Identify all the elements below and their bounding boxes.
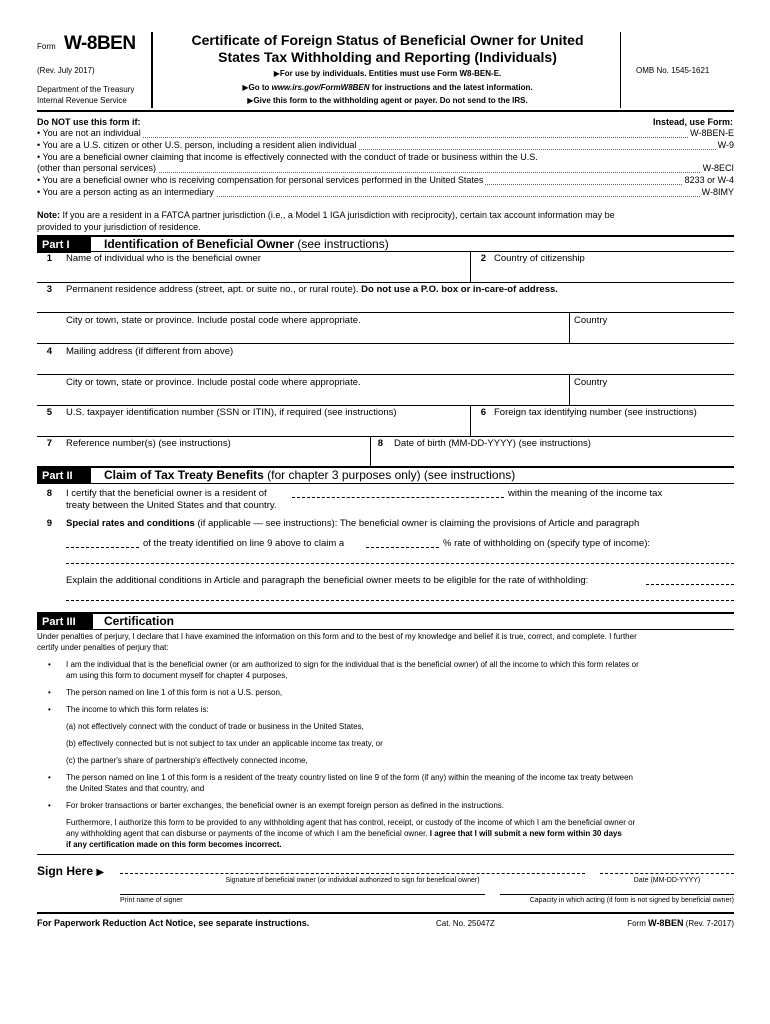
form-title [165, 32, 610, 66]
reference-number-input[interactable] [66, 451, 361, 465]
sub-item-c: (c) the partner's share of partnership's effectively connected income, [66, 756, 308, 765]
city-label: City or town, state or province. Include postal code where appropriate. [66, 315, 361, 326]
bullet-1-line-1: I am the individual that is the beneficial owner (or am authorized to sign for the individual that is the beneficial owner) of all the income to which this form relates or [66, 660, 639, 669]
line-5-6-divider [470, 405, 471, 436]
mailing-country-label: Country [574, 377, 608, 388]
income-type-input[interactable] [66, 552, 734, 564]
treaty-residence-text-3: treaty between the United States and that country. [66, 500, 277, 511]
line-8-label: Date of birth (MM-DD-YYYY) (see instructions) [394, 438, 591, 449]
form-title-line-2: States Tax Withholding and Reporting (Individuals) [218, 49, 557, 65]
footer-form-id [560, 918, 734, 928]
sign-here-text: Sign Here [37, 864, 94, 878]
bullet-2-dot: • [48, 688, 51, 697]
signature-input[interactable] [120, 861, 585, 874]
instruction-2 [165, 83, 610, 92]
header-divider-left [151, 32, 153, 108]
part2-title-rest: (for chapter 3 purposes only) (see instructions) [263, 468, 516, 482]
date-of-birth-input[interactable] [394, 451, 729, 465]
part3-title: Certification [104, 614, 175, 628]
signature-date-input[interactable] [600, 861, 734, 874]
bullet-5-text: For broker transactions or barter exchanges, the beneficial owner is an exempt foreign person as defined in the instructions. [66, 801, 505, 810]
line-2-number: 2 [480, 253, 486, 264]
note-text: If you are a resident in a FATCA partner jurisdiction (i.e., a Model 1 IGA jurisdiction with reciprocity), certain tax account information may be [60, 210, 615, 220]
footer-form-rev: (Rev. 7-2017) [683, 919, 734, 928]
special-rates-text [66, 518, 639, 529]
bullet-3-dot: • [48, 705, 51, 714]
line-5-bottom-rule [37, 436, 734, 437]
part1-title-bold: Identification of Beneficial Owner [104, 237, 295, 251]
alternate-form-name: W-8IMY [701, 187, 734, 197]
article-paragraph-input[interactable] [66, 536, 139, 548]
bullet-1-dot: • [48, 660, 51, 669]
line-9-number: 9 [46, 518, 52, 529]
line-7-label: Reference number(s) (see instructions) [66, 438, 231, 449]
line-4-rule [37, 374, 734, 375]
line-2-bottom-rule [37, 282, 734, 283]
department-line-2: Internal Revenue Service [37, 96, 127, 105]
bullet-1-text [66, 659, 731, 681]
line-3-label [66, 284, 558, 295]
mailing-address-input[interactable] [66, 359, 726, 373]
mailing-country-input[interactable] [574, 390, 729, 404]
footer-rule [37, 912, 734, 914]
part2-label: Part II [37, 468, 91, 484]
authorization-line-2: any withholding agent that can disburse or payments of the income of which I am the beneficial owner. [66, 829, 428, 838]
line-3-text: Permanent residence address (street, apt. or suite no., or rural route). [66, 284, 359, 295]
city-country-divider [569, 312, 570, 343]
mailing-city-label: City or town, state or province. Include postal code where appropriate. [66, 377, 361, 388]
date-caption: Date (MM-DD-YYYY) [633, 877, 701, 884]
bullet-4-dot: • [48, 773, 51, 782]
explain-conditions-input[interactable] [646, 573, 734, 585]
part2-title [104, 468, 515, 482]
alternate-form-name: W-8ECI [702, 163, 734, 173]
foreign-tin-input[interactable] [494, 420, 729, 434]
bullet-4-line-2: the United States and that country, and [66, 784, 205, 793]
note-label: Note: [37, 210, 60, 220]
do-not-use-item-text: (other than personal services) [37, 163, 157, 173]
capacity-caption: Capacity in which acting (if form is not signed by beneficial owner) [529, 897, 734, 904]
form-prefix: Form [37, 42, 56, 51]
explain-conditions-text: Explain the additional conditions in Article and paragraph the beneficial owner meets to be eligible for the rate of withholding: [66, 575, 589, 586]
part3-header-rule [37, 629, 734, 630]
withholding-rate-input[interactable] [366, 536, 439, 548]
instruction-2-prefix: ▶Go to [242, 83, 272, 92]
line-4-number: 4 [46, 346, 52, 357]
part1-label: Part I [37, 237, 91, 253]
bullet-4-line-1: The person named on line 1 of this form is a resident of the treaty country listed on line 9 of the form (if any) within the meaning of the income tax treaty between [66, 773, 633, 782]
permanent-country-input[interactable] [574, 328, 729, 342]
city-row-bottom-rule [37, 343, 734, 344]
note-text-2: provided to your jurisdiction of residence. [37, 222, 201, 232]
instruction-3: ▶Give this form to the withholding agent or payer. Do not send to the IRS. [247, 96, 528, 105]
part2-header-rule [37, 483, 734, 484]
certification-intro [37, 631, 737, 653]
country-label: Country [574, 315, 608, 326]
instead-use-heading: Instead, use Form: [652, 117, 733, 127]
revision-date: (Rev. July 2017) [37, 66, 95, 75]
instruction-1: ▶For use by individuals. Entities must use Form W8-BEN-E. [273, 69, 502, 78]
signature-caption: Signature of beneficial owner (or individual authorized to sign for beneficial owner) [225, 877, 480, 884]
do-not-use-item-text: • You are a beneficial owner who is receiving compensation for personal services performed in the United States [37, 175, 484, 185]
sign-top-rule [37, 854, 734, 855]
print-name-input[interactable] [120, 882, 485, 895]
do-not-use-item-text: • You are not an individual [37, 128, 141, 138]
line-5-number: 5 [46, 407, 52, 418]
do-not-use-item-text: • You are a U.S. citizen or other U.S. person, including a resident alien individual [37, 140, 357, 150]
line-6-label: Foreign tax identifying number (see instructions) [494, 407, 697, 418]
authorization-line-2-bold: I agree that I will submit a new form within 30 days [427, 829, 622, 838]
sub-item-a: (a) not effectively connect with the conduct of trade or business in the United States, [66, 722, 364, 731]
print-name-caption: Print name of signer [120, 897, 183, 904]
line-1-2-divider [470, 251, 471, 282]
special-rates-rest: (if applicable — see instructions): The beneficial owner is claiming the provisions of Article and paragraph [194, 518, 640, 529]
alternate-form-name: W-9 [717, 140, 734, 150]
treaty-country-input[interactable] [292, 486, 504, 498]
paperwork-notice: For Paperwork Reduction Act Notice, see separate instructions. [37, 918, 310, 928]
footer-form-prefix: Form [627, 919, 649, 928]
authorization-line-1: Furthermore, I authorize this form to be provided to any withholding agent that has control, receipt, or custody of the income of which I am the beneficial owner or [66, 818, 636, 827]
us-tin-input[interactable] [66, 420, 461, 434]
treaty-residence-text-2: within the meaning of the income tax [508, 488, 663, 499]
sub-item-b: (b) effectively connected but is not subject to tax under an applicable income tax treaty, or [66, 739, 383, 748]
bullet-5-dot: • [48, 801, 51, 810]
sign-here-label [37, 864, 104, 878]
line-8-number: 8 [377, 438, 383, 449]
catalog-number: Cat. No. 25047Z [436, 919, 495, 928]
do-not-use-heading: Do NOT use this form if: [37, 117, 141, 127]
header-rule [37, 110, 734, 112]
line-4-label: Mailing address (if different from above) [66, 346, 234, 357]
line-2-label: Country of citizenship [494, 253, 585, 264]
omb-number: OMB No. 1545-1621 [636, 66, 710, 75]
part2-title-bold: Claim of Tax Treaty Benefits [104, 468, 264, 482]
part1-title [104, 237, 389, 251]
certification-intro-2: certify under penalties of perjury that: [37, 643, 169, 652]
capacity-input[interactable] [500, 882, 734, 895]
do-not-use-item-text: • You are a person acting as an intermediary [37, 187, 214, 197]
footer-form-number: W-8BEN [648, 918, 684, 928]
explain-conditions-input-2[interactable] [66, 589, 734, 601]
authorization-line-3: if any certification made on this form becomes incorrect. [66, 840, 282, 849]
dotted-leader [40, 137, 730, 138]
part2-line-8-number: 8 [46, 488, 52, 499]
bullet-1-line-2: am using this form to document myself for chapter 4 purposes, [66, 671, 288, 680]
country-of-citizenship-input[interactable] [494, 266, 729, 280]
mailing-city-country-divider [569, 374, 570, 405]
permanent-city-input[interactable] [66, 328, 561, 342]
form-number: W-8BEN [64, 33, 136, 54]
withholding-rate-text: % rate of withholding on (specify type of income): [443, 538, 650, 549]
treaty-claim-text: of the treaty identified on line 9 above to claim a [143, 538, 345, 549]
header-divider-right [620, 32, 621, 108]
sign-here-arrow-icon: ▶ [96, 867, 105, 878]
line-1-number: 1 [46, 253, 52, 264]
irs-url-link[interactable]: www.irs.gov/FormW8BEN [271, 83, 370, 92]
part1-header-rule [37, 251, 734, 252]
do-not-use-item-text: • You are a beneficial owner claiming that income is effectively connected with the conduct of trade or business within the U.S. [37, 152, 538, 162]
line-7-number: 7 [46, 438, 52, 449]
line-6-number: 6 [480, 407, 486, 418]
line-3-number: 3 [46, 284, 52, 295]
alternate-form-name: 8233 or W-4 [684, 175, 734, 185]
part1-title-rest: (see instructions) [294, 237, 389, 251]
department-line-1: Department of the Treasury [37, 85, 135, 94]
bullet-3-text: The income to which this form relates is: [66, 705, 209, 714]
permanent-address-input[interactable] [66, 297, 726, 311]
bullet-4-text [66, 772, 731, 794]
form-title-line-1: Certificate of Foreign Status of Beneficial Owner for United [191, 32, 584, 48]
instruction-2-suffix: for instructions and the latest information. [369, 83, 533, 92]
treaty-residence-text: I certify that the beneficial owner is a resident of [66, 488, 267, 499]
line-1-label: Name of individual who is the beneficial owner [66, 253, 261, 264]
special-rates-bold: Special rates and conditions [66, 518, 195, 529]
line-3-bold: Do not use a P.O. box or in-care-of address. [358, 284, 558, 295]
fatca-note [37, 209, 737, 233]
line-3-rule [37, 312, 734, 313]
bullet-2-text: The person named on line 1 of this form is not a U.S. person, [66, 688, 283, 697]
authorization-text [66, 817, 731, 850]
alternate-form-name: W-8BEN-E [690, 128, 734, 138]
line-5-label: U.S. taxpayer identification number (SSN or ITIN), if required (see instructions) [66, 407, 397, 418]
mailing-row-bottom-rule [37, 405, 734, 406]
part3-label: Part III [37, 614, 93, 630]
mailing-city-input[interactable] [66, 390, 561, 404]
beneficial-owner-name-input[interactable] [66, 266, 461, 280]
certification-intro-1: Under penalties of perjury, I declare that I have examined the information on this form and to the best of my knowledge and belief it is true, correct, and complete. I further [37, 632, 637, 641]
